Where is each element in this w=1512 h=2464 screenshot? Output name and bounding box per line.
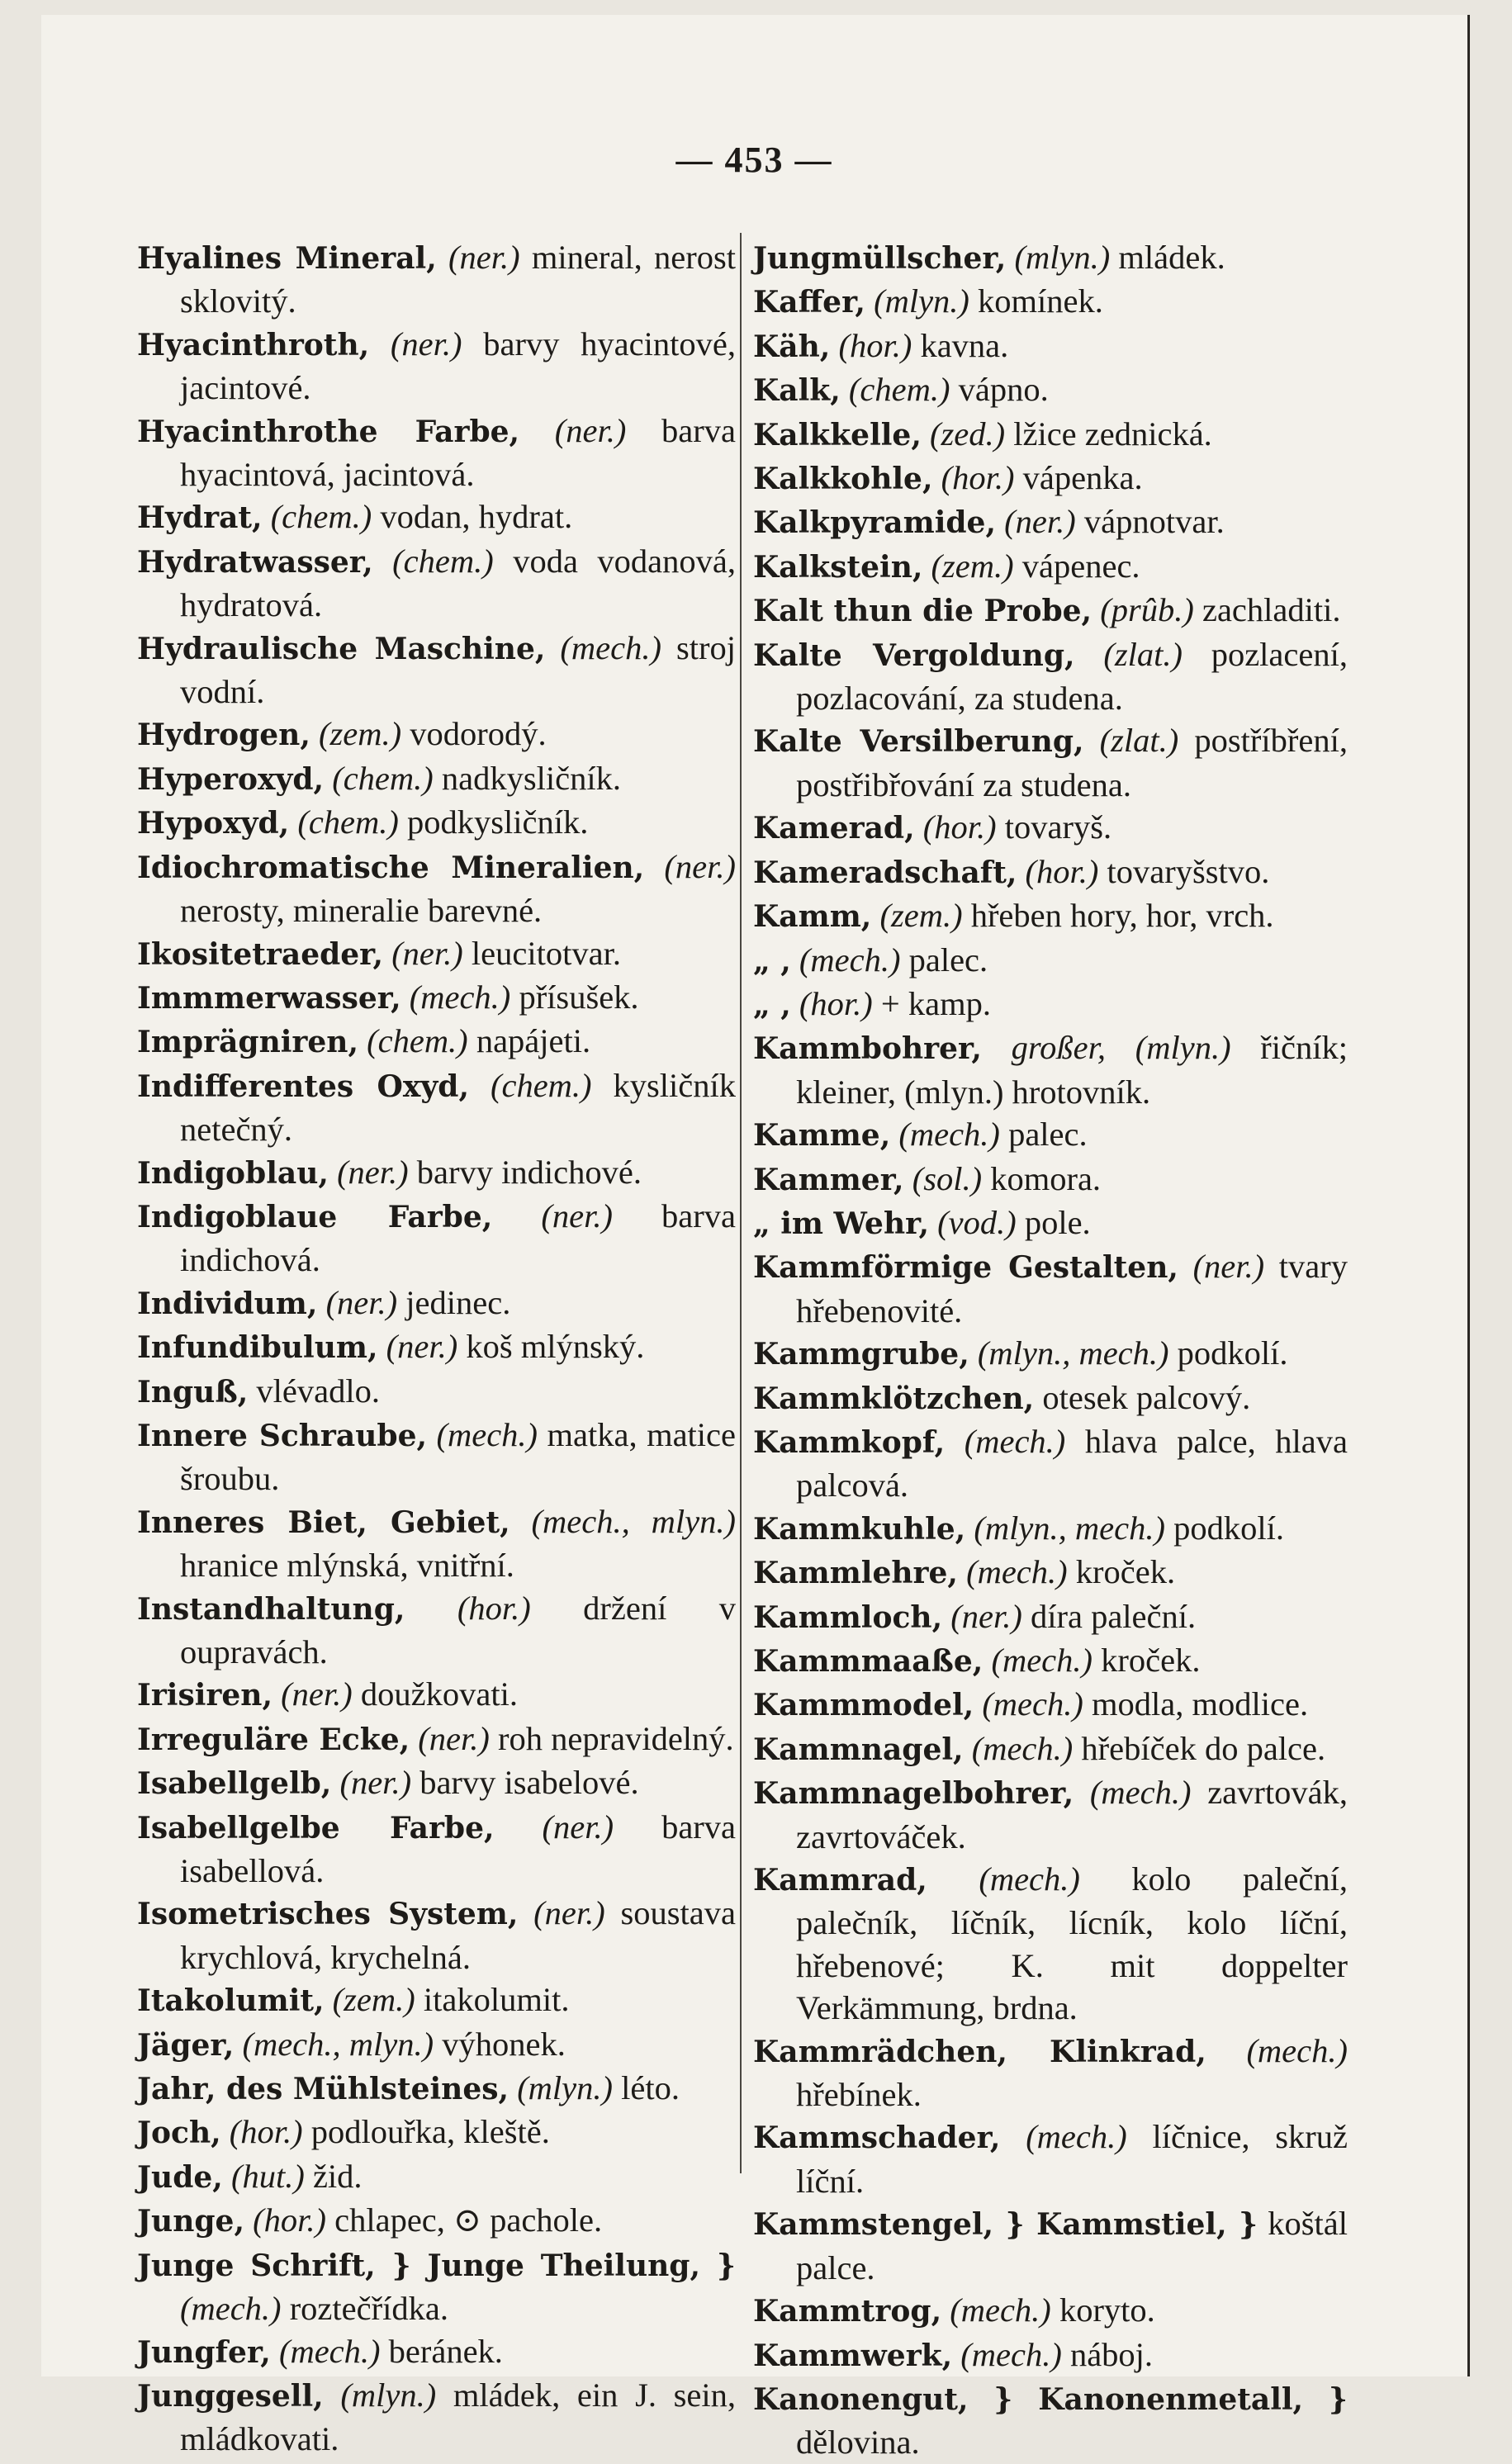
entry-abbreviation: (sol.) [912, 1159, 983, 1197]
entry-translation: výhonek. [442, 2025, 566, 2063]
entry-abbreviation: (mech.) [560, 628, 661, 666]
entry-headword: Irreguläre Ecke, [137, 1722, 410, 1757]
entry-headword: „ , [753, 943, 791, 978]
dictionary-entry [137, 2023, 736, 2067]
dictionary-entry [753, 806, 1348, 850]
entry-translation: hřeben hory, hor, vrch. [970, 897, 1274, 935]
entry-abbreviation: (ner.) [950, 1597, 1022, 1635]
dictionary-entry [137, 713, 736, 756]
entry-headword: Kammmaaße, [753, 1644, 984, 1679]
entry-headword: Kammförmige Gestalten, [753, 1250, 1178, 1286]
entry-headword: Inneres Biet, Gebiet, [137, 1504, 510, 1540]
entry-headword: Hypoxyd, [137, 806, 290, 841]
entry-translation: léto. [621, 2069, 680, 2107]
entry-translation: jedinec. [405, 1283, 511, 1321]
entry-translation: vápnotvar. [1083, 503, 1225, 541]
entry-translation: náboj. [1069, 2335, 1154, 2373]
dictionary-entry [753, 1158, 1348, 1201]
entry-translation: zavrtovák, zavrtováček. [796, 1774, 1348, 1855]
entry-abbreviation: (chem.) [392, 542, 494, 580]
dictionary-entry [753, 2030, 1348, 2116]
dictionary-entry [137, 2155, 736, 2199]
dictionary-entry [753, 325, 1348, 368]
entry-headword: Kanonengut, } Kanonenmetall, } [753, 2381, 1348, 2417]
entry-translation: podkysličník. [407, 803, 589, 841]
entry-abbreviation: (mech.) [1026, 2118, 1127, 2156]
dictionary-entry [753, 2116, 1348, 2202]
entry-abbreviation: (chem.) [367, 1022, 468, 1060]
entry-headword: Jäger, [137, 2027, 235, 2063]
entry-abbreviation: (mech.) [950, 2291, 1051, 2329]
entry-headword: Hydrat, [137, 500, 263, 536]
entry-abbreviation: (zem.) [319, 715, 402, 753]
entry-abbreviation: (mech.) [991, 1642, 1093, 1679]
dictionary-entry [753, 1201, 1348, 1245]
entry-translation: hřebíček do palce. [1081, 1729, 1326, 1767]
dictionary-entry [137, 1806, 736, 1893]
entry-abbreviation: (mech.) [278, 2332, 381, 2370]
dictionary-entry [753, 719, 1348, 806]
entry-headword: Hyperoxyd, [137, 761, 325, 797]
entry-headword: „ , [753, 987, 791, 1022]
entry-headword: Kammmodel, [753, 1688, 974, 1723]
entry-headword: Infundibulum, [137, 1330, 378, 1366]
entry-headword: Kameradschaft, [753, 855, 1017, 890]
entry-abbreviation: (vod.) [937, 1203, 1017, 1241]
entry-headword: Junggesell, [137, 2378, 324, 2414]
dictionary-entry [137, 1282, 736, 1325]
entry-headword: Käh, [753, 329, 831, 364]
entry-translation: koš mlýnský. [466, 1328, 645, 1366]
entry-headword: Joch, [137, 2116, 221, 2151]
entry-translation: napájeti. [476, 1022, 591, 1060]
entry-headword: Imprägniren, [137, 1025, 358, 1060]
entry-translation: roztečřídka. [289, 2290, 448, 2328]
entry-translation: barva isabellová. [180, 1808, 737, 1890]
entry-headword: Hydrogen, [137, 718, 310, 753]
entry-abbreviation: (mech.) [979, 1860, 1080, 1898]
entry-headword: Hydratwasser, [137, 544, 373, 580]
entry-translation: barva indichová. [180, 1196, 736, 1279]
entry-translation: + kamp. [880, 984, 991, 1022]
entry-abbreviation: (chem.) [270, 498, 372, 536]
entry-headword: Kammbohrer, [753, 1031, 982, 1067]
dictionary-entry [753, 1420, 1348, 1507]
entry-headword: Kammschader, [753, 2120, 1001, 2156]
dictionary-entry [753, 1639, 1348, 1683]
entry-abbreviation: (mlyn.) [1014, 239, 1111, 276]
dictionary-entry [137, 410, 736, 496]
dictionary-entry [753, 1332, 1348, 1376]
dictionary-entry [137, 1325, 736, 1369]
column-divider [740, 233, 742, 2173]
entry-abbreviation: (ner.) [533, 1894, 605, 1932]
entry-translation: palec. [1008, 1116, 1088, 1154]
dictionary-entry [137, 757, 736, 801]
entry-headword: Kammrädchen, Klinkrad, [753, 2034, 1206, 2069]
entry-translation: mineral, nerost sklovitý. [180, 239, 736, 320]
entry-translation: modla, modlice. [1092, 1685, 1309, 1723]
entry-translation: přísušek. [519, 978, 639, 1016]
entry-abbreviation: (mech.) [180, 2290, 282, 2328]
entry-abbreviation: (ner.) [554, 411, 627, 449]
entry-headword: Hydraulische Maschine, [137, 631, 546, 666]
entry-abbreviation: (ner.) [542, 1808, 614, 1846]
entry-headword: Kamm, [753, 899, 872, 935]
dictionary-entry [137, 1064, 736, 1151]
entry-translation: podkolí. [1177, 1334, 1288, 1372]
dictionary-entry [753, 1551, 1348, 1594]
entry-headword: Kammkuhle, [753, 1511, 966, 1547]
entry-abbreviation: (mech.) [409, 978, 511, 1016]
dictionary-entry [753, 1727, 1348, 1771]
dictionary-entry [753, 1683, 1348, 1727]
entry-headword: Irisiren, [137, 1678, 273, 1713]
dictionary-entry [753, 2289, 1348, 2333]
entry-translation: nadkysličník. [441, 759, 621, 797]
entry-headword: Kamme, [753, 1118, 891, 1154]
entry-abbreviation: (zed.) [930, 415, 1006, 453]
dictionary-entry [753, 983, 1348, 1026]
entry-translation: řičník; kleiner, (mlyn.) hrotovník. [796, 1029, 1348, 1111]
dictionary-entry [137, 2330, 736, 2374]
entry-abbreviation: (ner.) [448, 239, 520, 276]
entry-translation: tovaryš. [1004, 808, 1112, 846]
entry-translation: hranice mlýnská, vnitřní. [180, 1547, 514, 1585]
entry-translation: žid. [312, 2157, 363, 2195]
entry-translation: koryto. [1059, 2291, 1155, 2329]
dictionary-entry [137, 323, 736, 410]
dictionary-entry [137, 495, 736, 539]
entry-translation: vápenec. [1021, 547, 1140, 585]
entry-abbreviation: (ner.) [418, 1719, 490, 1757]
entry-abbreviation: (hor.) [922, 808, 997, 846]
dictionary-entry [137, 2244, 736, 2330]
entry-headword: Kalkkelle, [753, 417, 922, 453]
entry-translation: itakolumit. [423, 1981, 570, 2019]
dictionary-entry [753, 2334, 1348, 2377]
entry-translation: kavna. [920, 326, 1009, 364]
entry-abbreviation: (ner.) [339, 1764, 412, 1802]
entry-headword: Kammwerk, [753, 2338, 953, 2373]
entry-headword: Indigoblau, [137, 1155, 329, 1191]
dictionary-entry [753, 545, 1348, 589]
entry-headword: Kammer, [753, 1162, 904, 1197]
entry-translation: postříbření, postřibřování za studena. [796, 722, 1348, 803]
entry-abbreviation: (mech.) [898, 1116, 1000, 1154]
entry-abbreviation: (hut.) [230, 2157, 305, 2195]
entry-headword: Kammloch, [753, 1599, 943, 1635]
entry-translation: kroček. [1075, 1553, 1176, 1591]
entry-translation: mládek. [1118, 239, 1225, 276]
entry-abbreviation: (zlat.) [1103, 635, 1183, 673]
entry-headword: Kalk, [753, 373, 841, 409]
entry-translation: stroj vodní. [180, 628, 736, 711]
dictionary-entry [137, 932, 736, 976]
entry-translation: barvy hyacintové, jacintové. [180, 325, 736, 407]
entry-headword: Isabellgelbe Farbe, [137, 1810, 495, 1846]
entry-headword: Kalte Vergoldung, [753, 637, 1075, 673]
entry-translation: barva hyacintová, jacintová. [180, 411, 736, 494]
entry-headword: Isometrisches System, [137, 1897, 519, 1932]
dictionary-entry [753, 1507, 1348, 1551]
entry-abbreviation: (mlyn.) [517, 2069, 614, 2107]
dictionary-entry [753, 939, 1348, 983]
dictionary-entry [753, 457, 1348, 500]
entry-headword: Kalte Versilberung, [753, 724, 1084, 760]
entry-abbreviation: (mech., mlyn.) [531, 1502, 736, 1540]
entry-abbreviation: (mech.) [1089, 1774, 1192, 1812]
entry-headword: Junge Schrift, } Junge Theilung, } [137, 2248, 736, 2283]
entry-headword: Kammklötzchen, [753, 1381, 1035, 1416]
entry-translation: koštál palce. [796, 2205, 1348, 2286]
entry-abbreviation: (prûb.) [1100, 591, 1194, 629]
entry-headword: Hyalines Mineral, [137, 241, 437, 276]
dictionary-entry [137, 1020, 736, 1064]
dictionary-entry [753, 413, 1348, 457]
dictionary-entry [753, 500, 1348, 544]
entry-translation: líčnice, skruž líční. [796, 2118, 1348, 2200]
entry-translation: podlouřka, kleště. [310, 2113, 550, 2151]
entry-translation: vápenka. [1022, 459, 1143, 497]
dictionary-entry [753, 1771, 1348, 1858]
dictionary-entry [137, 1718, 736, 1761]
entry-headword: „ im Wehr, [753, 1206, 929, 1241]
dictionary-entry [137, 1761, 736, 1805]
entry-translation: tovaryšstvo. [1107, 852, 1270, 890]
entry-headword: Jahr, des Mühlsteines, [137, 2072, 510, 2107]
entry-headword: Kammnagel, [753, 1732, 964, 1767]
dictionary-entry [753, 633, 1348, 720]
entry-abbreviation: (ner.) [281, 1675, 353, 1713]
entry-translation: pozlacení, pozlacování, za studena. [796, 635, 1348, 718]
entry-headword: Kalkkohle, [753, 462, 933, 497]
dictionary-entry [137, 1151, 736, 1195]
entry-translation: leucitotvar. [471, 934, 621, 972]
entry-headword: Kammnagelbohrer, [753, 1776, 1074, 1812]
dictionary-entry [137, 1195, 736, 1282]
entry-abbreviation: (mech.) [982, 1685, 1083, 1723]
entry-headword: Jungmüllscher, [753, 241, 1007, 276]
entry-abbreviation: (ner.) [391, 934, 463, 972]
dictionary-entry [137, 1370, 736, 1414]
entry-headword: Kammrad, [753, 1863, 927, 1898]
entry-translation: podkolí. [1173, 1509, 1284, 1547]
entry-abbreviation: (mech.) [799, 941, 901, 978]
entry-translation: vápno. [958, 371, 1049, 409]
entry-translation: vlévadlo. [256, 1372, 380, 1410]
entry-translation: vodorodý. [410, 715, 547, 753]
entry-translation: mládek, ein J. sein, mládkovati. [180, 2376, 737, 2458]
entry-translation: komínek. [978, 282, 1103, 320]
entry-translation: dělovina. [796, 2424, 920, 2462]
entry-abbreviation: (chem.) [490, 1066, 592, 1104]
entry-headword: Instandhaltung, [137, 1591, 405, 1627]
entry-abbreviation: (zem.) [879, 897, 963, 935]
dictionary-entry [137, 846, 736, 932]
entry-translation: komora. [990, 1159, 1102, 1197]
right-column [753, 236, 1348, 2464]
entry-translation: držení v oupravách. [180, 1589, 736, 1670]
entry-headword: Kammkopf, [753, 1424, 946, 1460]
entry-headword: Idiochromatische Mineralien, [137, 850, 645, 885]
entry-translation: kroček. [1101, 1642, 1201, 1679]
entry-headword: Kammstengel, } Kammstiel, } [753, 2207, 1258, 2243]
entry-abbreviation: (hor.) [457, 1589, 531, 1627]
entry-headword: Indifferentes Oxyd, [137, 1069, 469, 1104]
entry-translation: matka, matice šroubu. [180, 1415, 736, 1498]
entry-abbreviation: (ner.) [386, 1328, 458, 1366]
entry-abbreviation: (hor.) [1025, 852, 1099, 890]
entry-translation: kysličník netečný. [180, 1066, 737, 1149]
dictionary-entry [137, 236, 736, 323]
entry-abbreviation: (mlyn., mech.) [977, 1334, 1169, 1372]
entry-abbreviation: (zem.) [931, 547, 1014, 585]
entry-translation: kolo paleční, palečník, líčník, lícník, kolo líční, hřebenové; K. mit doppelter Verkämmung, brdna. [796, 1860, 1348, 2027]
dictionary-entry [137, 1587, 736, 1674]
dictionary-entry [753, 368, 1348, 412]
entry-abbreviation: (ner.) [1192, 1248, 1265, 1286]
entry-translation: nerosty, mineralie barevné. [180, 892, 543, 930]
entry-abbreviation: (chem.) [848, 371, 950, 409]
entry-headword: Kammgrube, [753, 1337, 969, 1372]
entry-abbreviation: (ner.) [390, 325, 462, 362]
page-number: — 453 — [675, 140, 833, 180]
entry-abbreviation: (zlat.) [1099, 722, 1179, 760]
entry-abbreviation: (ner.) [325, 1283, 398, 1321]
dictionary-entry [753, 851, 1348, 894]
dictionary-entry [137, 2111, 736, 2154]
dictionary-entry [753, 894, 1348, 938]
entry-abbreviation: (mlyn.) [340, 2376, 437, 2414]
entry-headword: Kaffer, [753, 285, 865, 320]
entry-abbreviation: (mech.) [960, 2335, 1062, 2373]
dictionary-entry [137, 1978, 736, 2022]
entry-headword: Itakolumit, [137, 1983, 325, 2019]
entry-translation: hlava palce, hlava palcová. [796, 1422, 1348, 1504]
entry-abbreviation: (mech., mlyn.) [242, 2025, 434, 2063]
entry-headword: Innere Schraube, [137, 1418, 428, 1453]
entry-abbreviation: (hor.) [941, 459, 1015, 497]
entry-abbreviation: (mech.) [1246, 2031, 1348, 2069]
dictionary-entry [753, 2377, 1348, 2464]
dictionary-entry [137, 801, 736, 845]
entry-headword: Kamerad, [753, 811, 915, 846]
dictionary-entry [753, 1113, 1348, 1157]
dictionary-entry [137, 1673, 736, 1717]
entry-headword: Immmerwasser, [137, 980, 401, 1016]
entry-translation: soustava krychlová, krychelná. [180, 1894, 737, 1976]
entry-abbreviation: (mech.) [966, 1553, 1068, 1591]
entry-headword: Isabellgelb, [137, 1766, 332, 1802]
entry-abbreviation: (hor.) [799, 984, 873, 1022]
entry-abbreviation: (mech.) [964, 1422, 1066, 1460]
entry-headword: Indigoblaue Farbe, [137, 1199, 493, 1234]
dictionary-page [41, 15, 1470, 2462]
dictionary-entry [753, 236, 1348, 280]
entry-translation: voda vodanová, hydratová. [180, 542, 736, 624]
entry-translation: díra paleční. [1030, 1597, 1197, 1635]
entry-abbreviation: (ner.) [541, 1196, 613, 1234]
dictionary-entry [137, 540, 736, 627]
entry-abbreviation: (ner.) [1004, 503, 1076, 541]
dictionary-entry [137, 2067, 736, 2111]
entry-translation: otesek palcový. [1042, 1378, 1251, 1416]
entry-abbreviation: (mech.) [436, 1415, 538, 1453]
entry-headword: Ikositetraeder, [137, 936, 384, 972]
entry-translation: barvy indichové. [416, 1153, 642, 1191]
dictionary-entry [753, 1858, 1348, 2030]
dictionary-entry [137, 627, 736, 713]
dictionary-entry [753, 1245, 1348, 1332]
entry-abbreviation: (zem.) [332, 1981, 415, 2019]
entry-headword: Kammtrog, [753, 2294, 942, 2329]
entry-abbreviation: (hor.) [253, 2201, 326, 2239]
entry-translation: barvy isabelové. [419, 1764, 639, 1802]
dictionary-entry [753, 1595, 1348, 1639]
entry-translation: lžice zednická. [1013, 415, 1212, 453]
dictionary-entry [753, 2202, 1348, 2289]
entry-translation: palec. [908, 941, 988, 978]
entry-translation: vodan, hydrat. [380, 498, 573, 536]
entry-headword: Hyacinthroth, [137, 327, 370, 362]
entry-abbreviation: (mech.) [971, 1729, 1074, 1767]
entry-headword: Kammlehre, [753, 1556, 958, 1591]
entry-translation: tvary hřebenovité. [796, 1248, 1348, 1329]
entry-headword: Inguß, [137, 1374, 249, 1410]
entry-translation: chlapec, ⊙ pachole. [334, 2201, 603, 2239]
entry-abbreviation: (hor.) [229, 2113, 303, 2151]
entry-abbreviation: großer, (mlyn.) [1011, 1029, 1231, 1067]
entry-abbreviation: (mlyn.) [874, 282, 969, 320]
entry-translation: zachladiti. [1202, 591, 1341, 629]
entry-headword: Jungfer, [137, 2334, 271, 2370]
entry-headword: Kalkstein, [753, 549, 923, 585]
dictionary-entry [137, 1500, 736, 1587]
entry-translation: beránek. [388, 2332, 503, 2370]
entry-headword: Kalkpyramide, [753, 505, 996, 541]
entry-abbreviation: (chem.) [297, 803, 399, 841]
entry-headword: Individum, [137, 1286, 318, 1321]
entry-headword: Hyacinthrothe Farbe, [137, 414, 520, 449]
entry-abbreviation: (ner.) [337, 1153, 409, 1191]
entry-abbreviation: (chem.) [332, 759, 434, 797]
dictionary-entry [753, 280, 1348, 324]
entry-headword: Jude, [137, 2159, 223, 2195]
dictionary-entry [137, 2199, 736, 2243]
dictionary-entry [753, 1026, 1348, 1113]
dictionary-entry [137, 1414, 736, 1500]
entry-translation: roh nepravidelný. [498, 1719, 734, 1757]
entry-translation: hřebínek. [796, 2076, 922, 2114]
entry-headword: Kalt thun die Probe, [753, 594, 1093, 629]
dictionary-entry [753, 1377, 1348, 1420]
dictionary-entry [137, 1892, 736, 1978]
dictionary-entry [137, 2374, 736, 2461]
left-column [137, 236, 736, 2461]
entry-abbreviation: (hor.) [838, 326, 912, 364]
entry-translation: pole. [1024, 1203, 1091, 1241]
entry-headword: Junge, [137, 2204, 244, 2239]
entry-translation: doužkovati. [360, 1675, 518, 1713]
entry-abbreviation: (ner.) [664, 847, 737, 885]
dictionary-entry [137, 976, 736, 1020]
dictionary-entry [753, 589, 1348, 633]
entry-abbreviation: (mlyn., mech.) [974, 1509, 1165, 1547]
